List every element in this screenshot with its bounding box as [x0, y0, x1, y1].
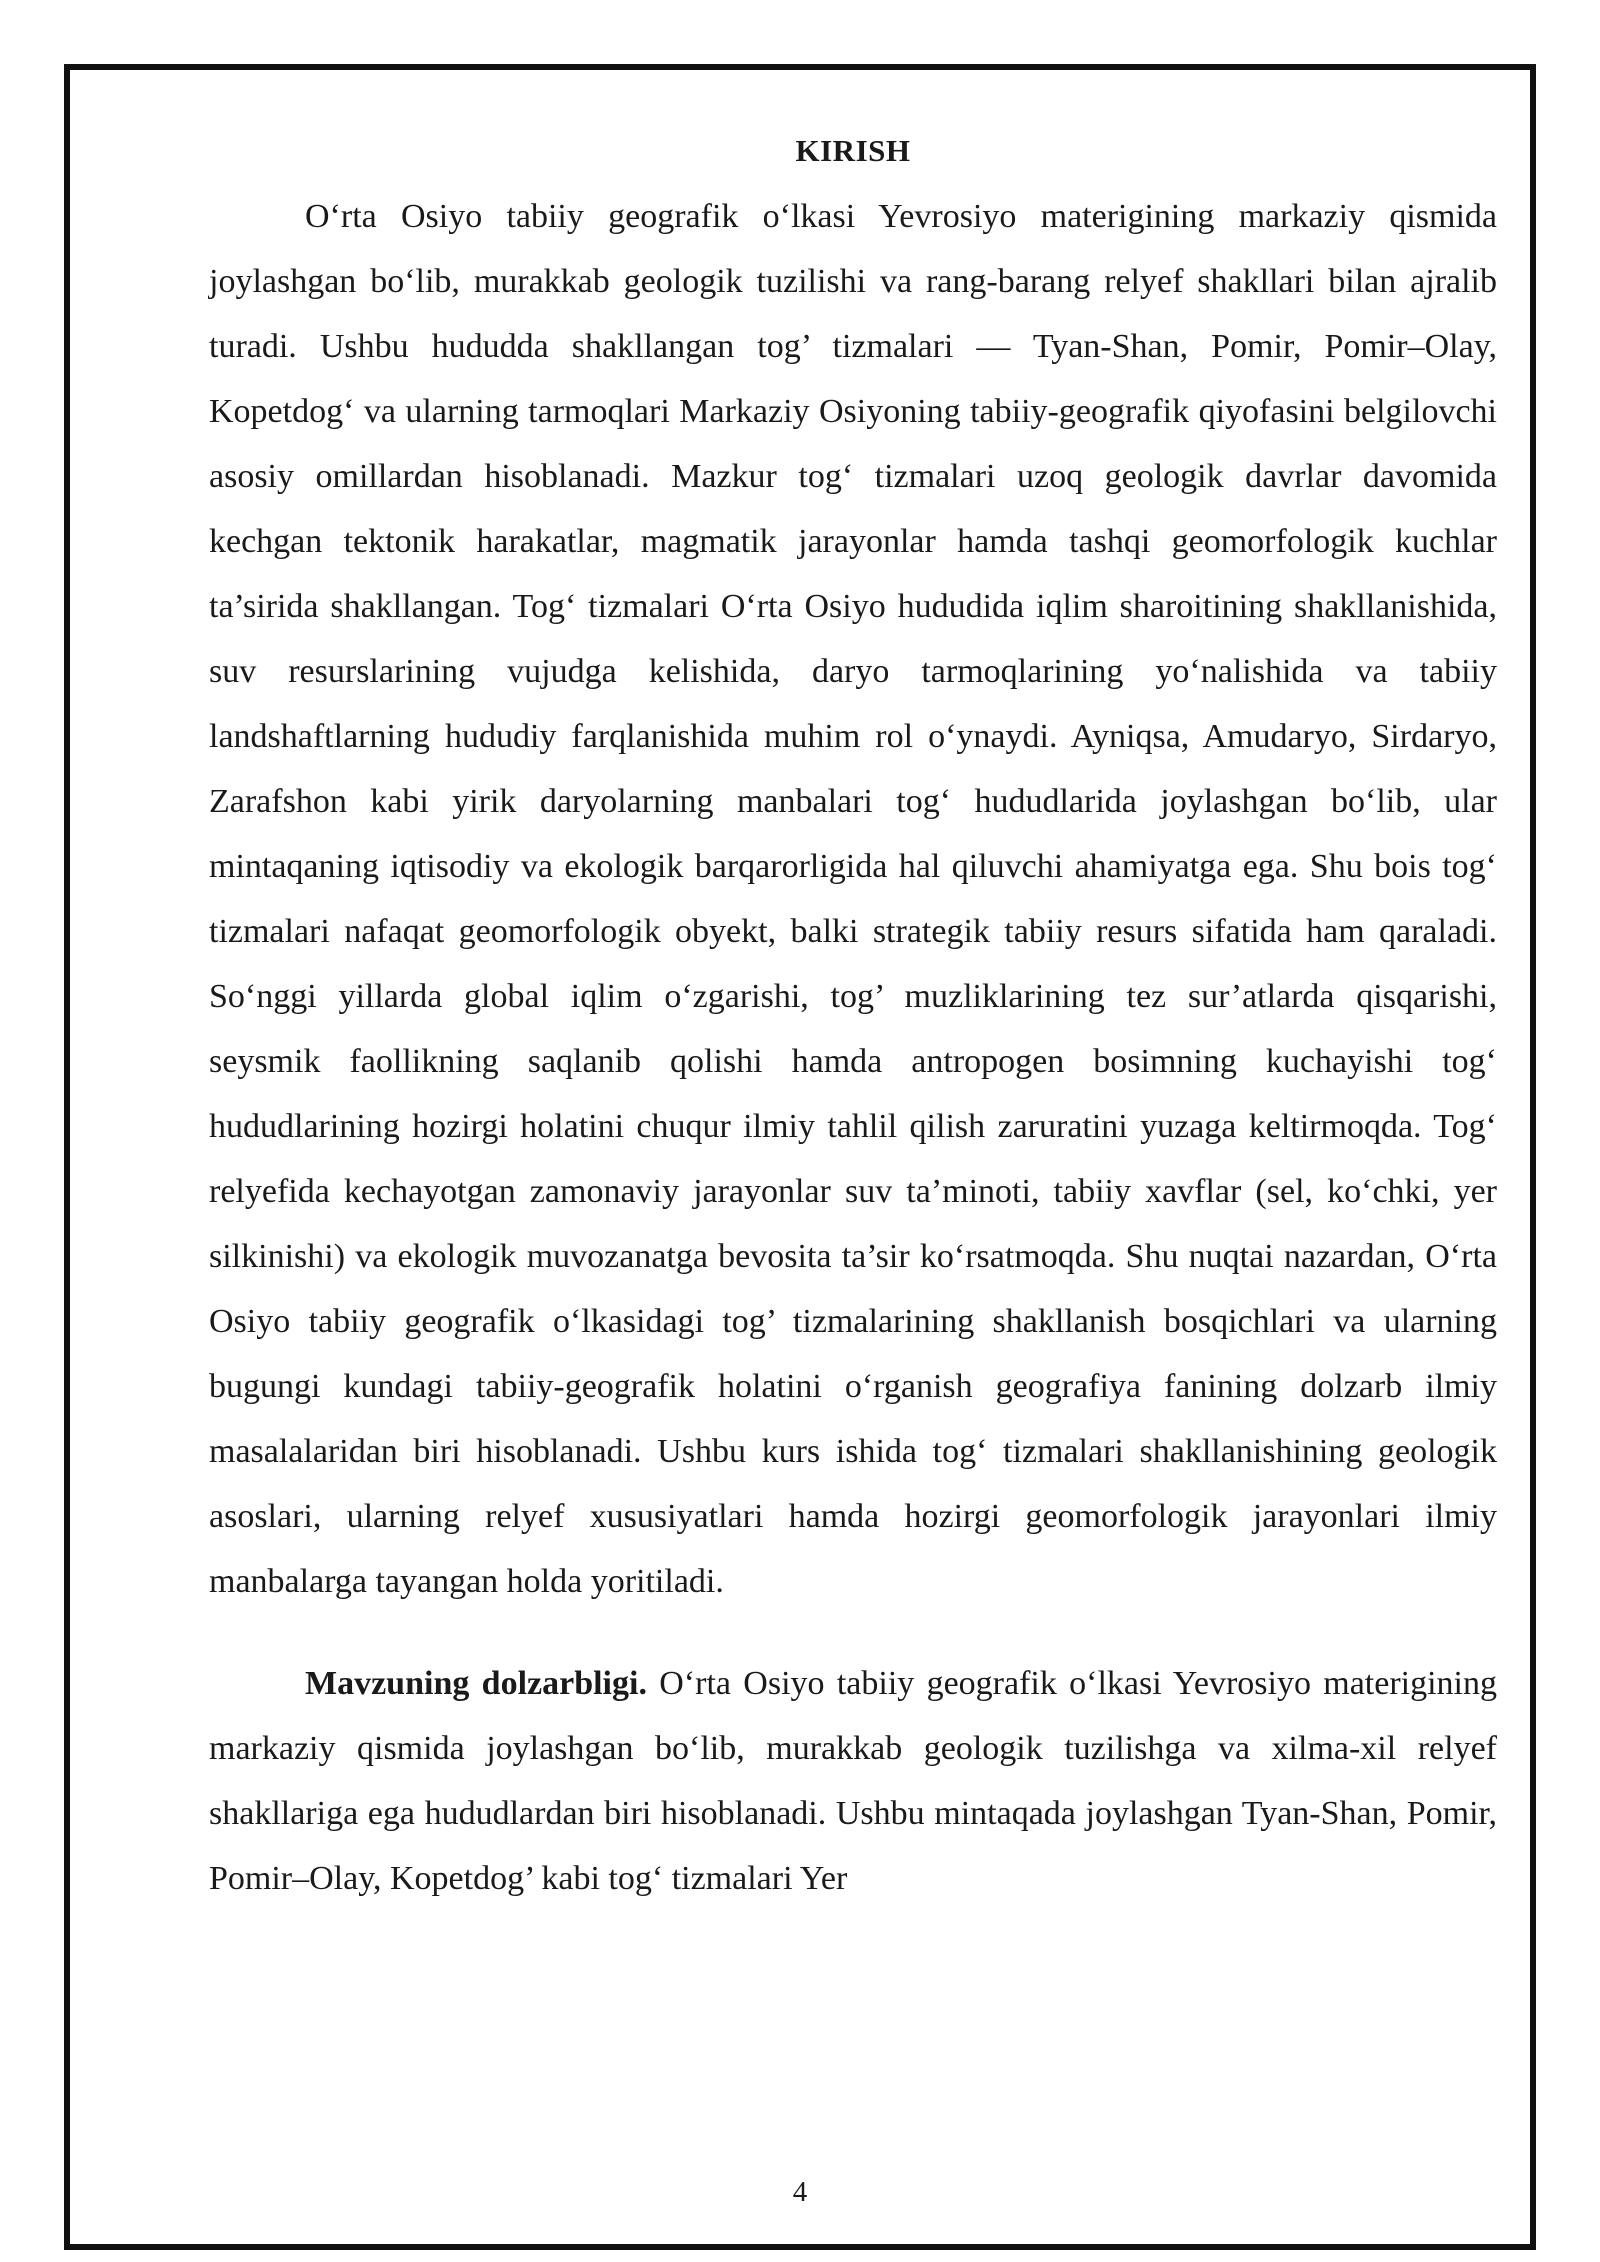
page-number: 4 [792, 2176, 808, 2208]
document-body [209, 126, 1497, 1911]
relevance-lead: Mavzuning dolzarbligi. [305, 1665, 647, 1702]
section-heading: KIRISH [795, 133, 911, 168]
introduction-paragraph: O‘rta Osiyo tabiiy geografik o‘lkasi Yevrosiyo materigining markaziy qismida joylashgan bo‘lib, murakkab geologik tuzilishi va rang-barang relyef shakllari bilan ajralib turadi. Ushbu hududda shakllangan tog’ tizmalari — Tyan-Shan, Pomir, Pomir–Olay, Kopetdog‘ va ularning tarmoqlari Markaziy Osiyoning tabiiy-geografik qiyofasini belgilovchi asosiy omillardan hisoblanadi. Mazkur tog‘ tizmalari uzoq geologik davrlar davomida kechgan tektonik harakatlar, magmatik jarayonlar hamda tashqi geomorfologik kuchlar ta’sirida shakllangan. Tog‘ tizmalari O‘rta Osiyo hududida iqlim sharoitining shakllanishida, suv resurslarining vujudga kelishida, daryo tarmoqlarining yo‘nalishida va tabiiy landshaftlarning hududiy farqlanishida muhim rol o‘ynaydi. Ayniqsa, Amudaryo, Sirdaryo, Zarafshon kabi yirik daryolarning manbalari tog‘ hududlarida joylashgan bo‘lib, ular mintaqaning iqtisodiy va ekologik barqarorligida hal qiluvchi ahamiyatga ega. Shu bois tog‘ tizmalari nafaqat geomorfologik obyekt, balki strategik tabiiy resurs sifatida ham qaraladi. So‘nggi yillarda global iqlim o‘zgarishi, tog’ muzliklarining tez sur’atlarda qisqarishi, seysmik faollikning saqlanib qolishi hamda antropogen bosimning kuchayishi tog‘ hududlarining hozirgi holatini chuqur ilmiy tahlil qilish zaruratini yuzaga keltirmoqda. Tog‘ relyefida kechayotgan zamonaviy jarayonlar suv ta’minoti, tabiiy xavflar (sel, ko‘chki, yer silkinishi) va ekologik muvozanatga bevosita ta’sir ko‘rsatmoqda. Shu nuqtai nazardan, O‘rta Osiyo tabiiy geografik o‘lkasidagi tog’ tizmalarining shakllanish bosqichlari va ularning bugungi kundagi tabiiy-geografik holatini o‘rganish geografiya fanining dolzarb ilmiy masalalaridan biri hisoblanadi. Ushbu kurs ishida tog‘ tizmalari shakllanishining geologik asoslari, ularning relyef xususiyatlari hamda hozirgi geomorfologik jarayonlari ilmiy manbalarga tayangan holda yoritiladi. [209, 198, 1497, 1600]
relevance-text: O‘rta Osiyo tabiiy geografik o‘lkasi Yevrosiyo materigining markaziy qismida joylashgan bo‘lib, murakkab geologik tuzilishga va xilma-xil relyef shakllariga ega hududlardan biri hisoblanadi. Ushbu mintaqada joylashgan Tyan-Shan, Pomir, Pomir–Olay, Kopetdog’ kabi tog‘ tizmalari Yer [209, 1665, 1498, 1897]
relevance-paragraph [209, 1651, 1497, 1911]
